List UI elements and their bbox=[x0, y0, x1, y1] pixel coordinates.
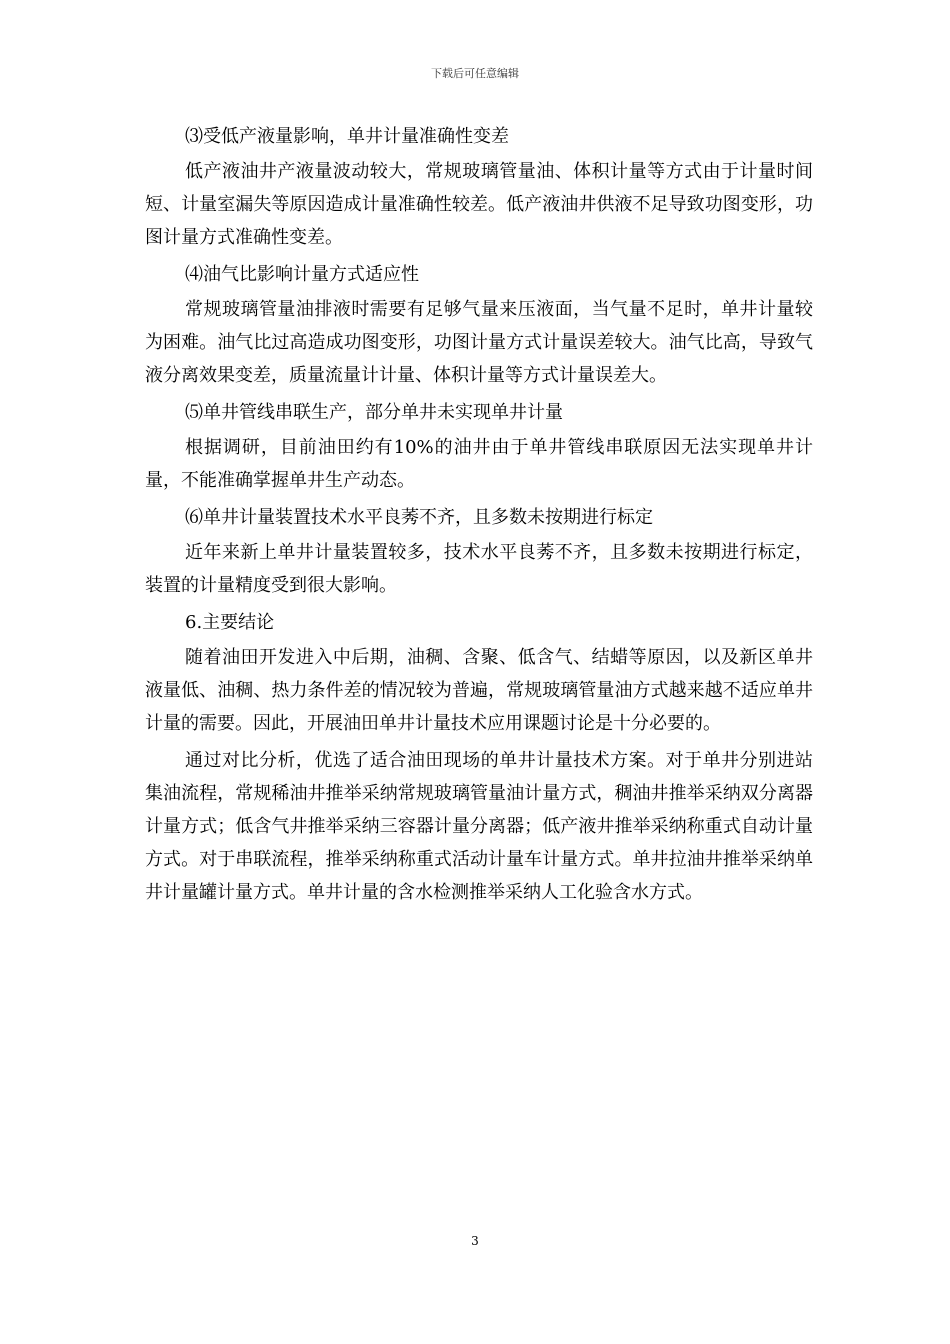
section-heading-5: ⑸单井管线串联生产，部分单井未实现单井计量 bbox=[185, 402, 563, 423]
paragraph: 低产液油井产液量波动较大，常规玻璃管量油、体积计量等方式由于计量时间短、计量室漏失等原因造成计量准确性较差。低产液油井供液不足导致功图变形，功图计量方式准确性变差。 bbox=[145, 161, 813, 248]
paragraph: 通过对比分析，优选了适合油田现场的单井计量技术方案。对于单井分别进站集油流程，常规稀油井推举采纳常规玻璃管量油计量方式，稠油井推举采纳双分离器计量方式；低含气井推举采纳三容器计量分离器；低产液井推举采纳称重式自动计量方式。对于串联流程，推举采纳称重式活动计量车计量方式。单井拉油井推举采纳单井计量罐计量方式。单井计量的含水检测推举采纳人工化验含水方式。 bbox=[145, 750, 813, 903]
paragraph: 常规玻璃管量油排液时需要有足够气量来压液面，当气量不足时，单井计量较为困难。油气比过高造成功图变形，功图计量方式计量误差较大。油气比高，导致气液分离效果变差，质量流量计计量、体积计量等方式计量误差大。 bbox=[145, 299, 813, 386]
paragraph: 根据调研，目前油田约有10%的油井由于单井管线串联原因无法实现单井计量，不能准确掌握单井生产动态。 bbox=[145, 437, 813, 491]
paragraph: 随着油田开发进入中后期，油稠、含聚、低含气、结蜡等原因，以及新区单井液量低、油稠、热力条件差的情况较为普遍，常规玻璃管量油方式越来越不适应单井计量的需要。因此，开展油田单井计量技术应用课题讨论是十分必要的。 bbox=[145, 647, 813, 734]
paragraph: 近年来新上单井计量装置较多，技术水平良莠不齐，且多数未按期进行标定，装置的计量精度受到很大影响。 bbox=[145, 542, 813, 596]
page-number: 3 bbox=[471, 1234, 479, 1248]
section-heading-4: ⑷油气比影响计量方式适应性 bbox=[185, 264, 419, 285]
section-heading-6: ⑹单井计量装置技术水平良莠不齐，且多数未按期进行标定 bbox=[185, 507, 653, 528]
page-header: 下载后可任意编辑 bbox=[431, 67, 519, 80]
conclusion-heading: 6.主要结论 bbox=[185, 612, 275, 633]
section-heading-3: ⑶受低产液量影响，单井计量准确性变差 bbox=[185, 126, 509, 147]
document-body bbox=[145, 120, 813, 913]
